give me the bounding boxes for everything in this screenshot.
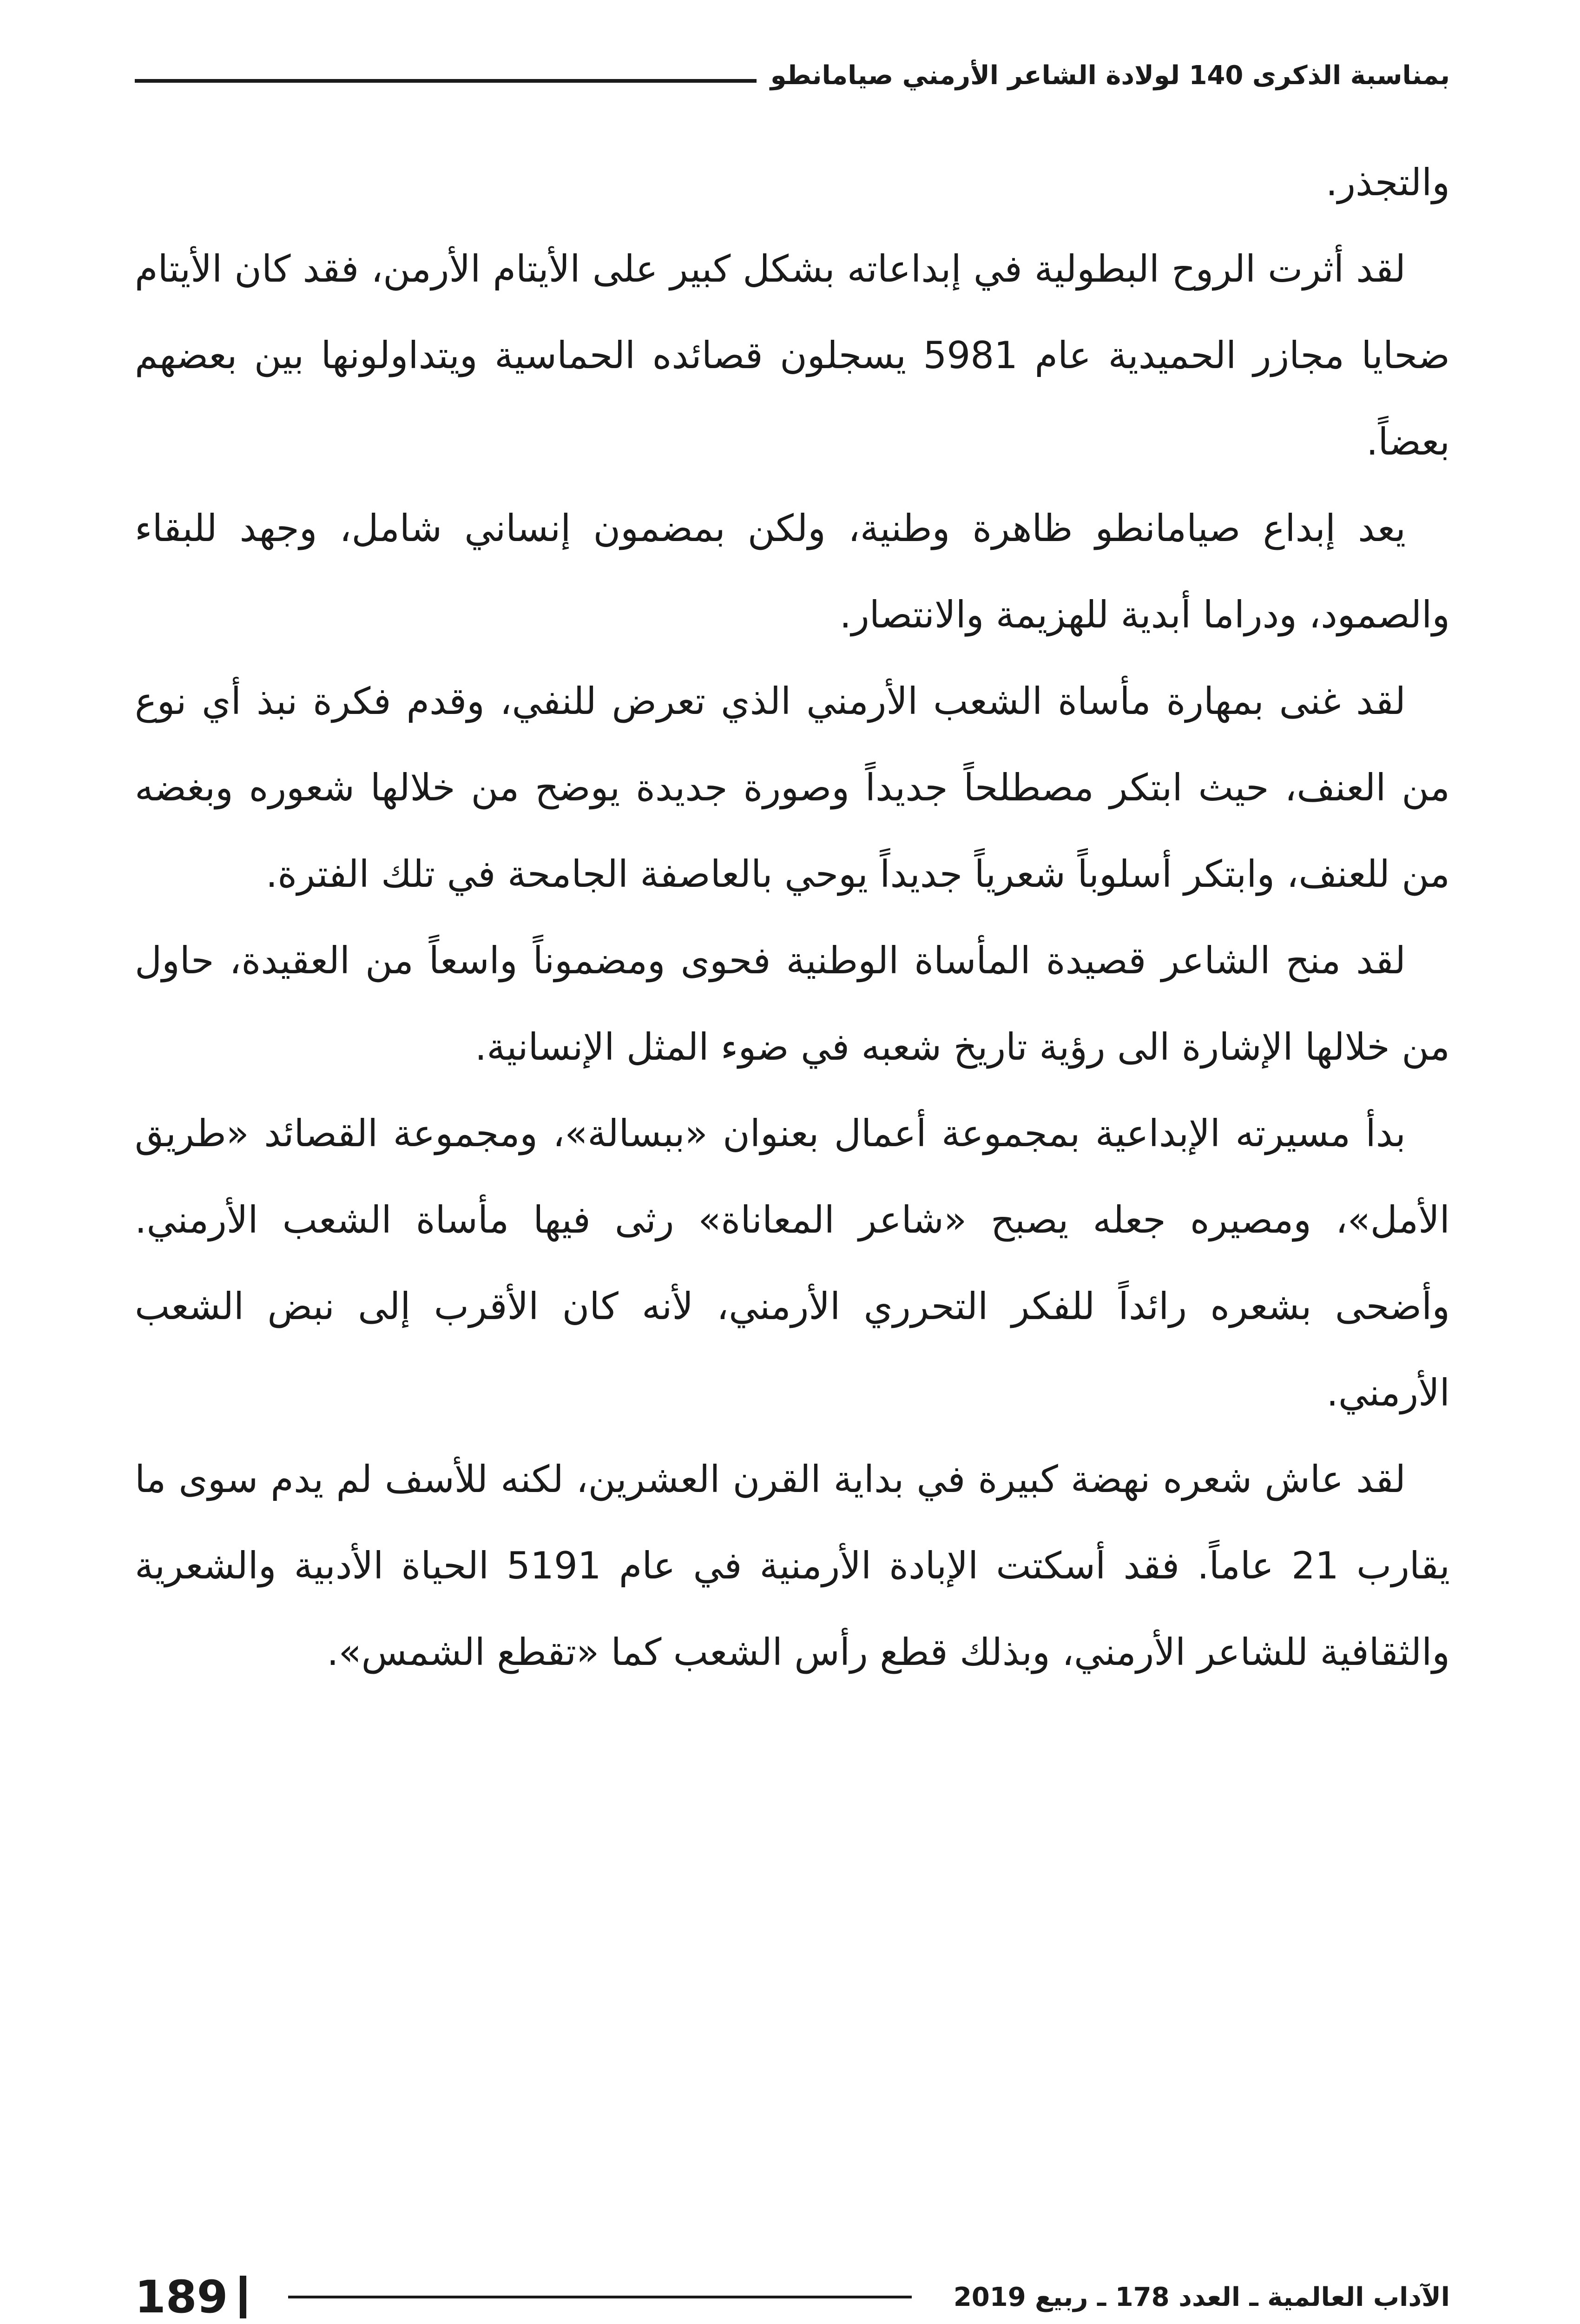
paragraph-continuation: والتجذر.	[1325, 161, 1450, 204]
paragraph: لقد منح الشاعر قصيدة المأساة الوطنية فحوى ومضموناً واسعاً من العقيدة، حاول من خلالها الإشارة الى رؤية تاريخ شعبه في ضوء المثل الإنسانية.	[135, 939, 1450, 1069]
page-number-block	[135, 2271, 246, 2323]
footer-rule	[288, 2296, 911, 2298]
running-header-title: بمناسبة الذكرى 140 لولادة الشاعر الأرمني صيامانطو	[770, 60, 1450, 91]
paragraph: بدأ مسيرته الإبداعية بمجموعة أعمال بعنوان «ببسالة»، ومجموعة القصائد «طريق الأمل»، ومصيره جعله يصبح «شاعر المعاناة» رثى فيها مأساة الشعب الأرمني. وأضحى بشعره رائداً للفكر التحرري الأرمني، لأنه كان الأقرب إلى نبض الشعب الأرمني.	[135, 1112, 1450, 1414]
running-header	[135, 50, 1450, 101]
footer-journal-issue: الآداب العالمية ـ العدد 178 ـ ربيع 2019	[953, 2282, 1450, 2312]
paragraph: يعد إبداع صيامانطو ظاهرة وطنية، ولكن بمضمون إنساني شامل، وجهد للبقاء والصمود، ودراما أبدية للهزيمة والانتصار.	[135, 507, 1450, 636]
running-footer	[135, 2269, 1450, 2324]
paragraph: لقد أثرت الروح البطولية في إبداعاته بشكل كبير على الأيتام الأرمن، فقد كان الأيتام ضحايا مجازر الحميدية عام 5981 يسجلون قصائده الحماسية ويتداولونها بين بعضهم بعضاً.	[135, 247, 1450, 463]
paragraph: لقد عاش شعره نهضة كبيرة في بداية القرن العشرين، لكنه للأسف لم يدم سوى ما يقارب 21 عاماً. فقد أسكتت الإبادة الأرمنية في عام 5191 الحياة الأدبية والشعرية والثقافية للشاعر الأرمني، وبذلك قطع رأس الشعب كما «تقطع الشمس».	[135, 1458, 1450, 1674]
header-rule	[135, 79, 757, 83]
page-number: 189	[135, 2271, 228, 2323]
paragraph: لقد غنى بمهارة مأساة الشعب الأرمني الذي تعرض للنفي، وقدم فكرة نبذ أي نوع من العنف، حيث ابتكر مصطلحاً جديداً وصورة جديدة يوضح من خلالها شعوره وبغضه من للعنف، وابتكر أسلوباً شعرياً جديداً يوحي بالعاصفة الجامحة في تلك الفترة.	[135, 680, 1450, 896]
page-number-bar	[240, 2276, 246, 2318]
article-body	[135, 139, 1450, 1696]
